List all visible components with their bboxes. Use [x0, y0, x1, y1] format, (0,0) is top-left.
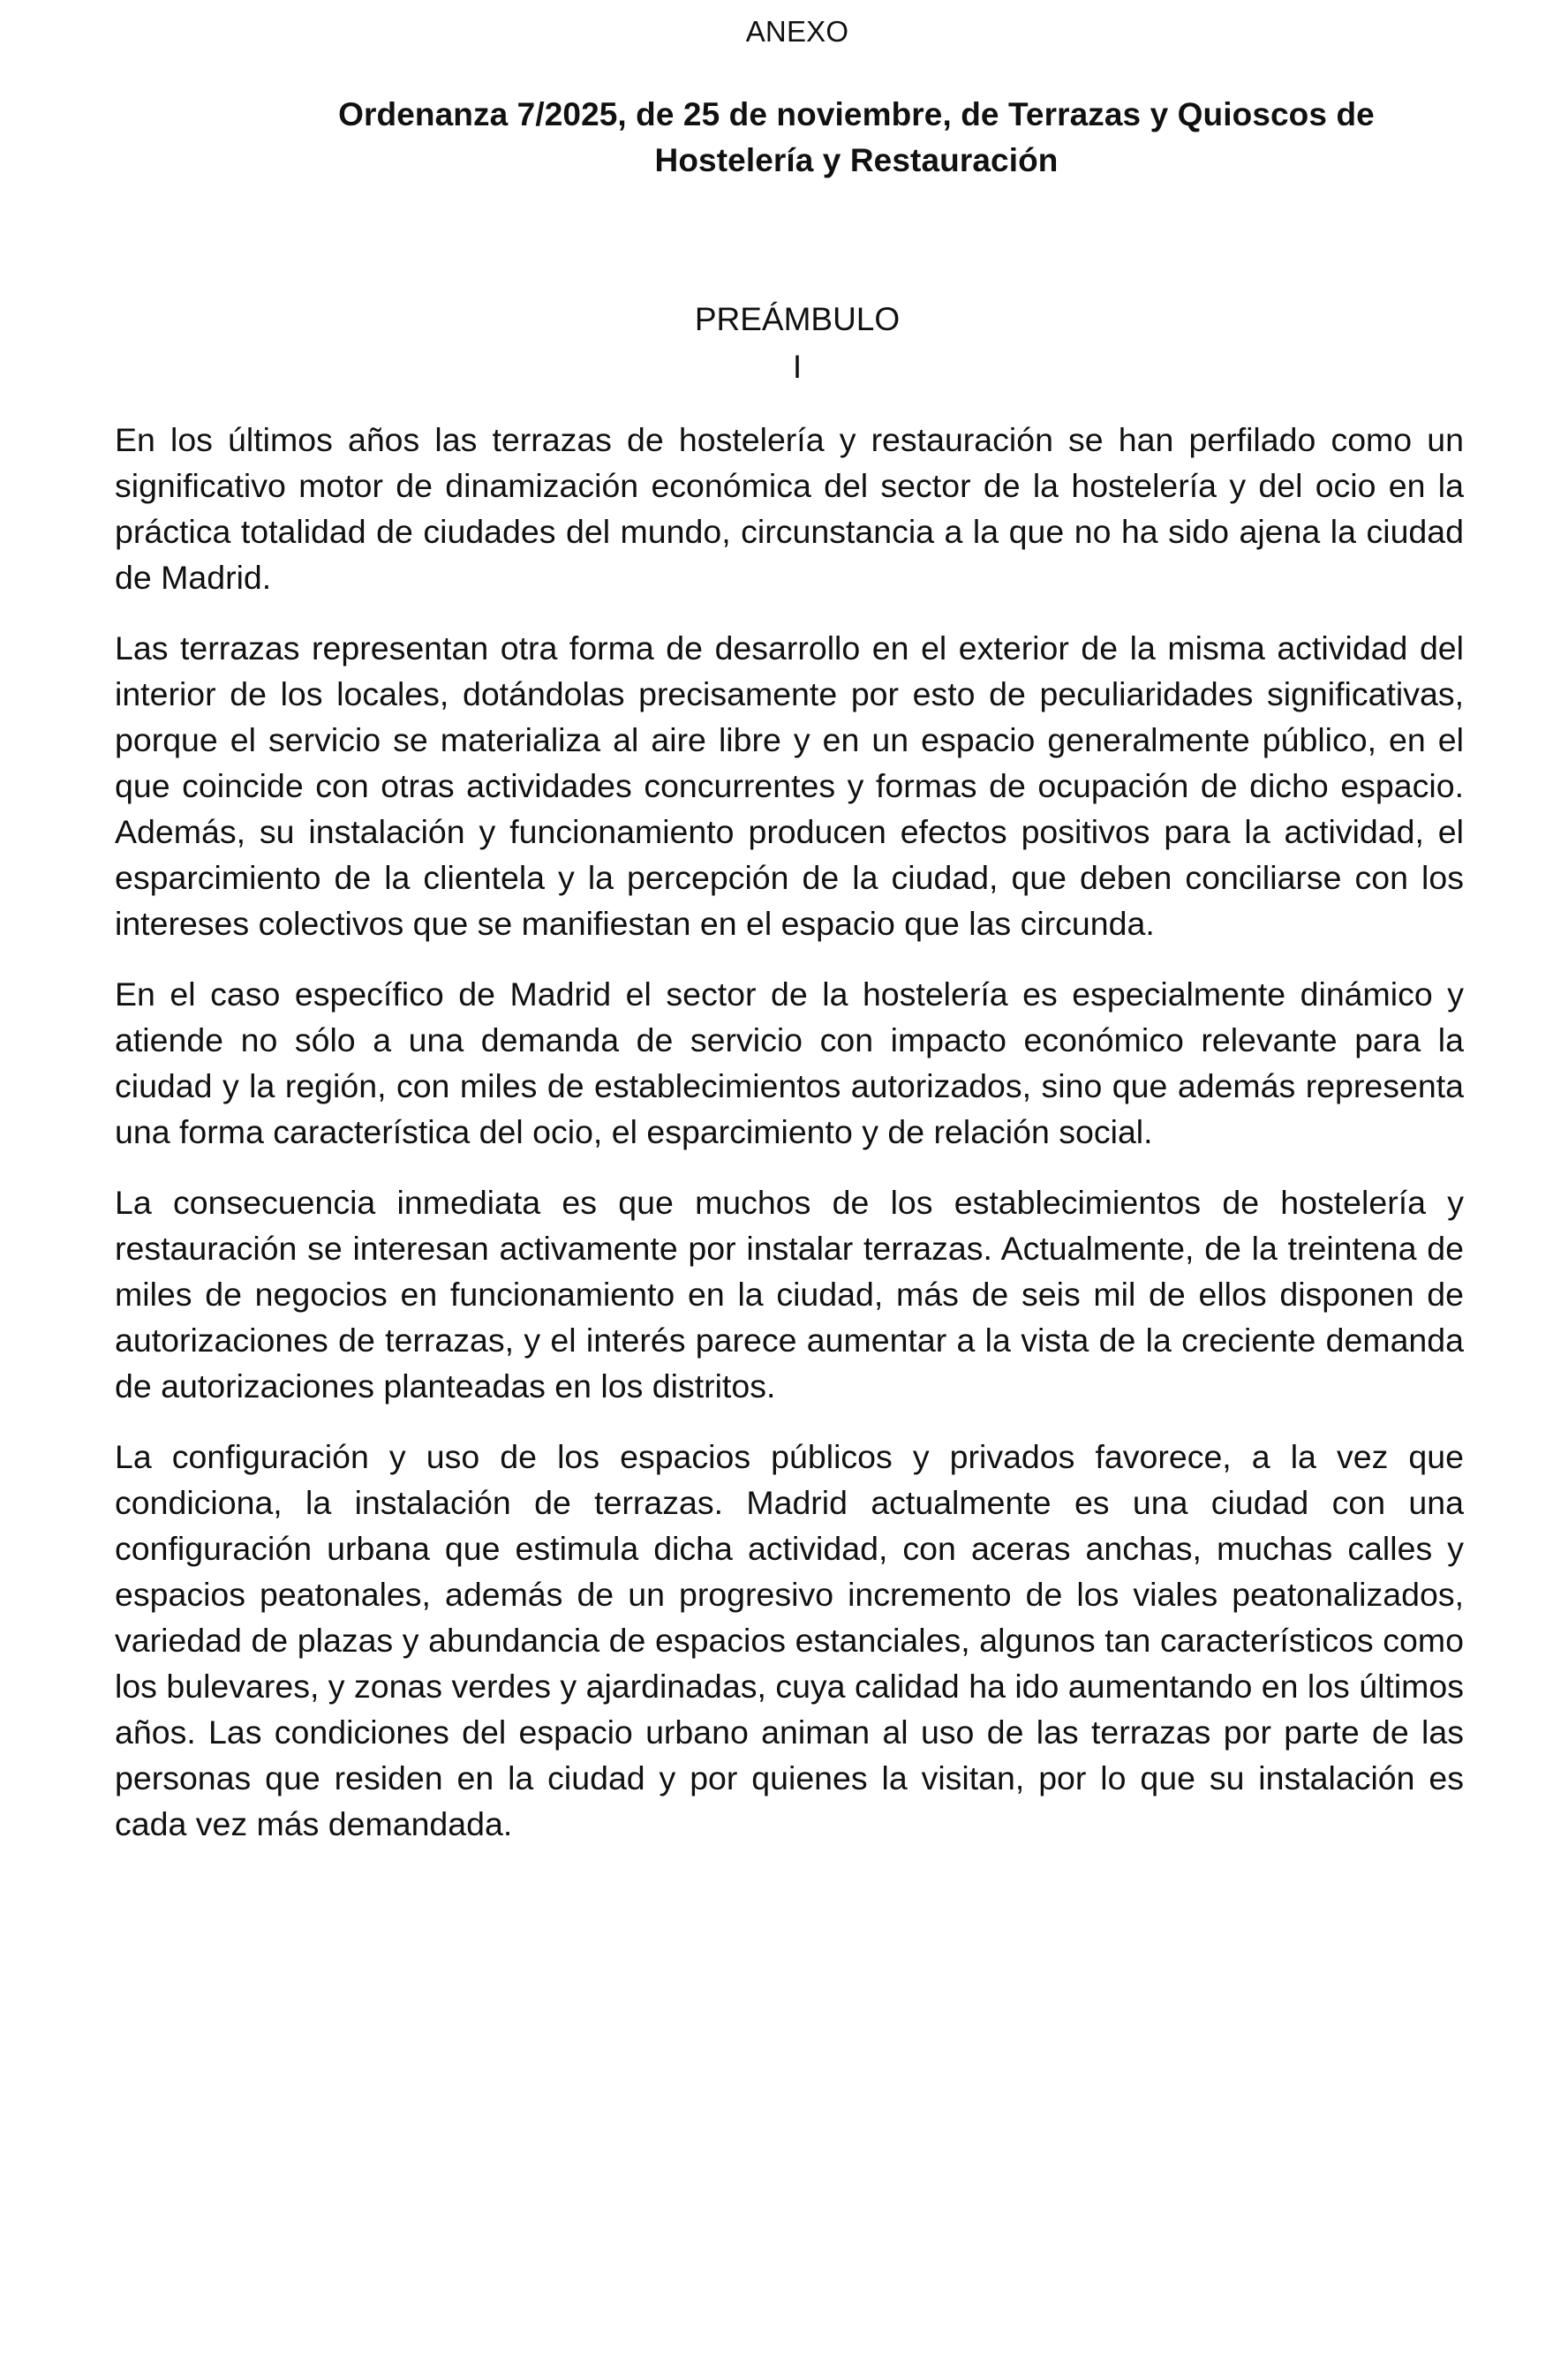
- paragraph-1: En los últimos años las terrazas de hostelería y restauración se han perfilado como un significativo motor de dinamización económica del sector de la hostelería y del ocio en la práctica totalidad de ciudades del mundo, circunstancia a la que no ha sido ajena la ciudad de Madrid.: [115, 421, 1464, 596]
- document-title: Ordenanza 7/2025, de 25 de noviembre, de Terrazas y Quioscos de Hostelería y Restauración: [338, 96, 1375, 178]
- section-number: I: [792, 349, 803, 385]
- preamble-body: [115, 417, 1464, 1872]
- paragraph-3: En el caso específico de Madrid el sector de la hostelería es especialmente dinámico y atiende no sólo a una demanda de servicio con impacto económico relevante para la ciudad y la región, con miles de establecimientos autorizados, sino que además representa una forma característica del ocio, el esparcimiento y de relación social.: [115, 975, 1464, 1150]
- paragraph-5: La configuración y uso de los espacios públicos y privados favorece, a la vez que condiciona, la instalación de terrazas. Madrid actualmente es una ciudad con una configuración urbana que estimula dicha actividad, con aceras anchas, muchas calles y espacios peatonales, además de un progresivo incremento de los viales peatonalizados, variedad de plazas y abundancia de espacios estanciales, algunos tan característicos como los bulevares, y zonas verdes y ajardinadas, cuya calidad ha ido aumentando en los últimos años. Las condiciones del espacio urbano animan al uso de las terrazas por parte de las personas que residen en la ciudad y por quienes la visitan, por lo que su instalación es cada vez más demandada.: [115, 1438, 1464, 1842]
- paragraph-4: La consecuencia inmediata es que muchos de los establecimientos de hostelería y restauración se interesan activamente por instalar terrazas. Actualmente, de la treintena de miles de negocios en funcionamiento en la ciudad, más de seis mil de ellos disponen de autorizaciones de terrazas, y el interés parece aumentar a la vista de la creciente demanda de autorizaciones planteadas en los distritos.: [115, 1184, 1464, 1405]
- annex-label: ANEXO: [745, 15, 849, 48]
- section-heading: PREÁMBULO: [694, 301, 901, 337]
- paragraph-2: Las terrazas representan otra forma de desarrollo en el exterior de la misma actividad del interior de los locales, dotándolas precisamente por esto de peculiaridades significativas, porque el servicio se materializa al aire libre y en un espacio generalmente público, en el que coincide con otras actividades concurrentes y formas de ocupación de dicho espacio. Además, su instalación y funcionamiento producen efectos positivos para la actividad, el esparcimiento de la clientela y la percepción de la ciudad, que deben conciliarse con los intereses colectivos que se manifiestan en el espacio que las circunda.: [115, 629, 1464, 942]
